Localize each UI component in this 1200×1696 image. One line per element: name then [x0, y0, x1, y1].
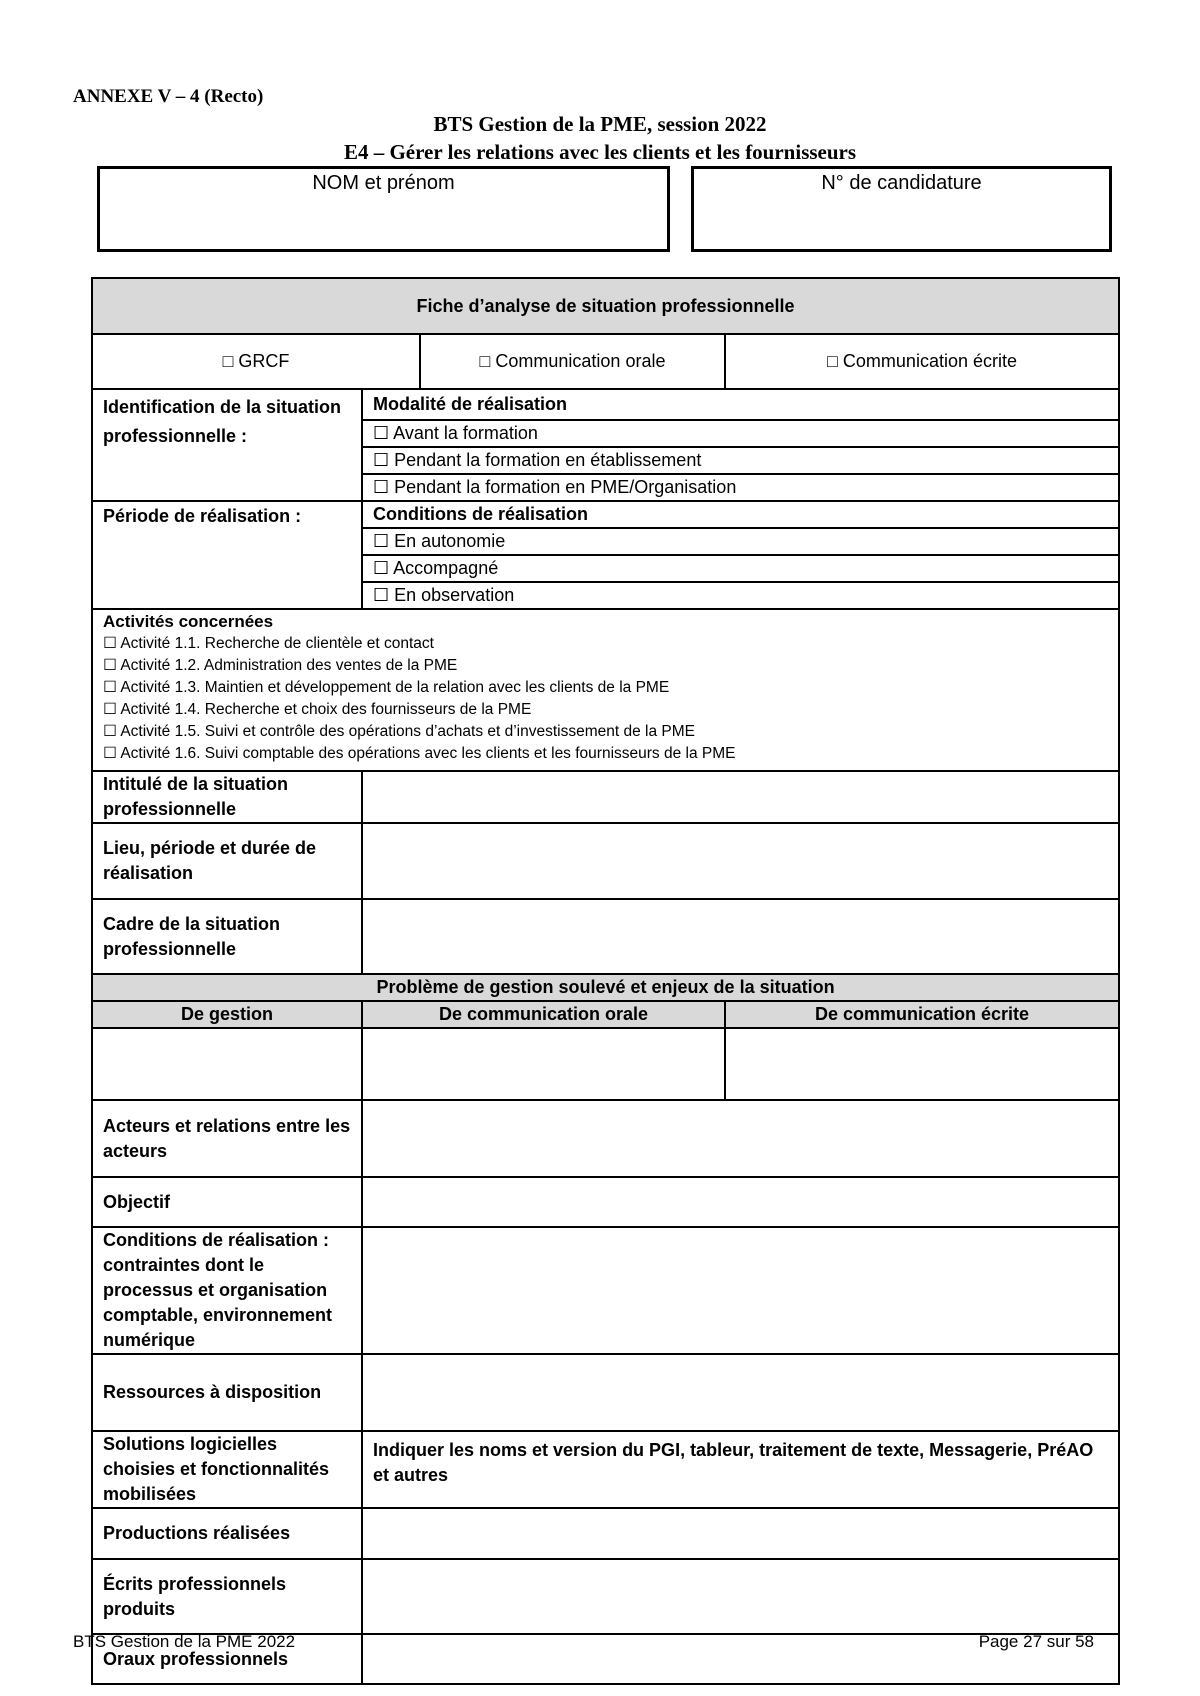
form-title: Fiche d’analyse de situation professionnelle — [92, 278, 1119, 334]
intitule-label: Intitulé de la situation professionnelle — [92, 771, 362, 823]
lieu-field[interactable] — [362, 823, 1119, 899]
candidature-number-field[interactable] — [691, 166, 1112, 252]
periode-label: Période de réalisation : — [92, 501, 362, 609]
probleme-col-ecrit: De communication écrite — [725, 1001, 1119, 1028]
probleme-col-oral: De communication orale — [362, 1001, 725, 1028]
option-grcf-checkbox[interactable]: □ GRCF — [92, 334, 420, 389]
modalite-option-checkbox[interactable]: ☐ Pendant la formation en PME/Organisation — [362, 474, 1119, 501]
modalite-option-checkbox[interactable]: ☐ Avant la formation — [362, 420, 1119, 447]
name-field-label: NOM et prénom — [312, 172, 455, 194]
conditions-realisation-label: Conditions de réalisation : contraintes dont le processus et organisation comptable, environnement numérique — [92, 1227, 362, 1354]
productions-label: Productions réalisées — [92, 1508, 362, 1559]
conditions-realisation-field[interactable] — [362, 1227, 1119, 1354]
activite-checkbox[interactable]: ☐ Activité 1.6. Suivi comptable des opérations avec les clients et les fournisseurs de la PME — [103, 745, 736, 762]
intitule-field[interactable] — [362, 771, 1119, 823]
objectif-label: Objectif — [92, 1177, 362, 1227]
activite-checkbox[interactable]: ☐ Activité 1.1. Recherche de clientèle et contact — [103, 635, 434, 652]
cadre-label: Cadre de la situation professionnelle — [92, 899, 362, 974]
activites-title: Activités concernées — [103, 612, 274, 631]
conditions-option-checkbox[interactable]: ☐ En autonomie — [362, 528, 1119, 555]
conditions-option-checkbox[interactable]: ☐ Accompagné — [362, 555, 1119, 582]
probleme-gestion-field[interactable] — [92, 1028, 362, 1100]
document-title: BTS Gestion de la PME, session 2022 — [433, 112, 767, 136]
lieu-label: Lieu, période et durée de réalisation — [92, 823, 362, 899]
ecrits-field[interactable] — [362, 1559, 1119, 1634]
probleme-col-gestion: De gestion — [92, 1001, 362, 1028]
oraux-label: Oraux professionnels — [92, 1634, 362, 1684]
page-number: Page 27 sur 58 — [978, 1632, 1094, 1651]
activite-checkbox[interactable]: ☐ Activité 1.5. Suivi et contrôle des opérations d’achats et d’investissement de la PME — [103, 723, 696, 740]
footer-left: BTS Gestion de la PME 2022 — [73, 1632, 296, 1651]
solutions-label: Solutions logicielles choisies et fonctionnalités mobilisées — [92, 1431, 362, 1508]
activites-section — [92, 609, 1119, 771]
name-field[interactable] — [97, 166, 670, 252]
activite-checkbox[interactable]: ☐ Activité 1.3. Maintien et développement de la relation avec les clients de la PME — [103, 679, 670, 696]
modalite-option-checkbox[interactable]: ☐ Pendant la formation en établissement — [362, 447, 1119, 474]
document-subtitle: E4 – Gérer les relations avec les clients et les fournisseurs — [343, 140, 857, 164]
probleme-title: Problème de gestion soulevé et enjeux de la situation — [92, 974, 1119, 1001]
probleme-ecrit-field[interactable] — [725, 1028, 1119, 1100]
identification-label: Identification de la situation professionnelle : — [92, 389, 362, 501]
cadre-field[interactable] — [362, 899, 1119, 974]
ecrits-label: Écrits professionnels produits — [92, 1559, 362, 1634]
ressources-label: Ressources à disposition — [92, 1354, 362, 1431]
acteurs-label: Acteurs et relations entre les acteurs — [92, 1100, 362, 1177]
objectif-field[interactable] — [362, 1177, 1119, 1227]
option-oral-checkbox[interactable]: □ Communication orale — [420, 334, 725, 389]
ressources-field[interactable] — [362, 1354, 1119, 1431]
productions-field[interactable] — [362, 1508, 1119, 1559]
analysis-form — [91, 277, 1120, 1685]
option-written-checkbox[interactable]: □ Communication écrite — [725, 334, 1119, 389]
acteurs-field[interactable] — [362, 1100, 1119, 1177]
conditions-title: Conditions de réalisation — [362, 501, 1119, 528]
conditions-option-checkbox[interactable]: ☐ En observation — [362, 582, 1119, 609]
candidature-number-label: N° de candidature — [821, 172, 982, 194]
activite-checkbox[interactable]: ☐ Activité 1.2. Administration des ventes de la PME — [103, 657, 458, 674]
probleme-oral-field[interactable] — [362, 1028, 725, 1100]
annex-label: ANNEXE V – 4 (Recto) — [73, 86, 264, 107]
modalite-title: Modalité de réalisation — [362, 389, 1119, 420]
activite-checkbox[interactable]: ☐ Activité 1.4. Recherche et choix des fournisseurs de la PME — [103, 701, 532, 718]
solutions-note[interactable]: Indiquer les noms et version du PGI, tableur, traitement de texte, Messagerie, PréAO et autres — [362, 1431, 1119, 1508]
